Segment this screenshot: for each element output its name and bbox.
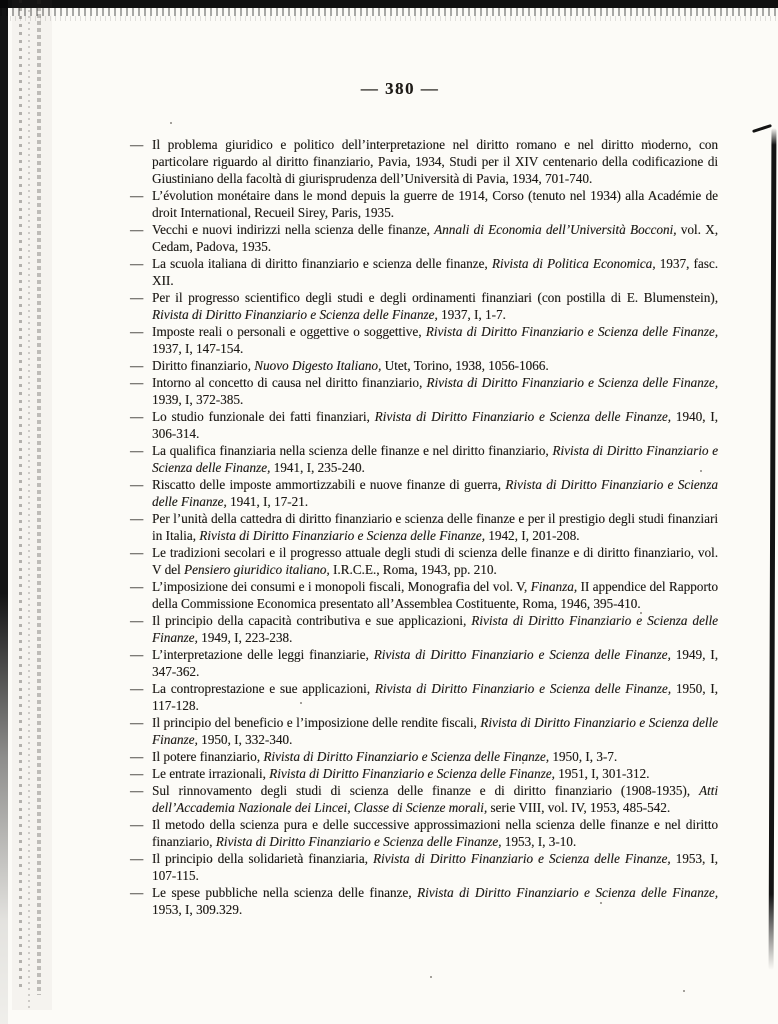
- entry-dash-marker: —: [130, 715, 144, 730]
- entry-dash-marker: —: [130, 222, 144, 237]
- entry-text: 1942, I, 201-208.: [484, 528, 580, 543]
- entry-text: Il potere finanziario,: [152, 749, 264, 764]
- entry-text: 1937, I, 147-154.: [152, 341, 244, 356]
- entry-text: Il principio del beneficio e l’imposizione delle rendite fiscali,: [152, 715, 481, 730]
- bibliography-entry: [130, 544, 718, 578]
- entry-text: Imposte reali o personali e oggettive o soggettive,: [152, 324, 426, 339]
- entry-dash-marker: —: [130, 783, 144, 798]
- work-title: Rivista di Diritto Finanziario e Scienza delle Finanze,: [426, 375, 719, 390]
- entry-text: 1941, I, 17-21.: [226, 494, 309, 509]
- entry-text: Il principio della capacità contributiva e sue applicazioni,: [152, 613, 472, 628]
- entry-text: Lo studio funzionale dei fatti finanziari,: [152, 409, 375, 424]
- bibliography-entry: [130, 578, 718, 612]
- bibliography-entry: [130, 221, 718, 255]
- entry-text: 1937, fasc. XII.: [152, 256, 718, 288]
- entry-dash-marker: —: [130, 511, 144, 526]
- work-title: Rivista di Diritto Finanziario e Scienza delle Finanze,: [152, 477, 718, 509]
- entry-text: 1953, I, 309.329.: [152, 902, 243, 917]
- bibliography-list: [130, 136, 718, 918]
- work-title: Rivista di Diritto Finanziario e Scienza delle Finanze,: [269, 766, 555, 781]
- entry-text: 1939, I, 372-385.: [152, 392, 244, 407]
- entry-dash-marker: —: [130, 749, 144, 764]
- entry-text: Il problema giuridico e politico dell’interpretazione nel diritto romano e nel diritto moderno, con particolare riguardo al diritto finanziario, Pavia, 1934, Studi per il XIV centenario della codificazione di Giustiniano della facoltà di giurisprudenza dell’Università di Pavia, 1934, 701-740.: [152, 137, 718, 186]
- work-title: Rivista di Diritto Finanziario e Scienza delle Finanze,: [199, 528, 485, 543]
- scan-speckle-stripe: [28, 10, 30, 1010]
- bibliography-entry: [130, 408, 718, 442]
- entry-dash-marker: —: [130, 256, 144, 271]
- bibliography-entry: [130, 476, 718, 510]
- scan-noise-dot: [430, 976, 432, 978]
- entry-text: La scuola italiana di diritto finanziario e scienza delle finanze,: [152, 256, 492, 271]
- entry-dash-marker: —: [130, 477, 144, 492]
- entry-text: Sul rinnovamento degli studi di scienza delle finanze e di diritto finanziario (1908-1935),: [152, 783, 699, 798]
- bibliography-entry: [130, 187, 718, 221]
- entry-text: L’évolution monétaire dans le mond depuis la guerre de 1914, Corso (tenuto nel 1934) alla Académie de droit International, Recueil Sirey, Paris, 1935.: [152, 188, 718, 220]
- bibliography-entry: [130, 850, 718, 884]
- bibliography-entry: [130, 612, 718, 646]
- entry-dash-marker: —: [130, 885, 144, 900]
- entry-dash-marker: —: [130, 324, 144, 339]
- bibliography-entry: [130, 816, 718, 850]
- work-title: Rivista di Diritto Finanziario e Scienza delle Finanze,: [372, 851, 671, 866]
- entry-dash-marker: —: [130, 766, 144, 781]
- scan-haze-left: [12, 0, 52, 1010]
- entry-text: L’imposizione dei consumi e i monopoli fiscali, Monografia del vol. V,: [152, 579, 531, 594]
- bibliography-entry: [130, 255, 718, 289]
- entry-dash-marker: —: [130, 817, 144, 832]
- entry-text: La qualifica finanziaria nella scienza delle finanze e nel diritto finanziario,: [152, 443, 553, 458]
- entry-text: II appendice del Rapporto della Commissione Economica presentato all’Assemblea Costituente, Roma, 1946, 395-410.: [152, 579, 718, 611]
- entry-text: I.R.C.E., Roma, 1943, pp. 210.: [329, 562, 497, 577]
- work-title: Nuovo Digesto Italiano,: [254, 358, 382, 373]
- work-title: Rivista di Diritto Finanziario e Scienza delle Finanze,: [417, 885, 718, 900]
- bibliography-entry: [130, 374, 718, 408]
- entry-text: Intorno al concetto di causa nel diritto finanziario,: [152, 375, 427, 390]
- entry-dash-marker: —: [130, 545, 144, 560]
- entry-text: L’interpretazione delle leggi finanziarie,: [152, 647, 374, 662]
- scan-edge-top: [0, 0, 778, 8]
- work-title: Finanza,: [530, 579, 578, 594]
- work-title: Rivista di Diritto Finanziario e Scienza delle Finanze,: [374, 409, 671, 424]
- entry-dash-marker: —: [130, 851, 144, 866]
- scan-speckle-top: [0, 8, 778, 16]
- work-title: Annali di Economia dell’Università Bocconi,: [434, 222, 677, 237]
- page-header: [110, 79, 690, 99]
- scan-binding-left: [0, 0, 8, 1024]
- bibliography-entry: [130, 646, 718, 680]
- scan-noise-dot: [683, 990, 685, 992]
- bibliography-entry: [130, 884, 718, 918]
- entry-text: 1940, I, 306-314.: [152, 409, 718, 441]
- bibliography-entry: [130, 748, 718, 765]
- scan-speckle-stripe: [37, 0, 41, 995]
- entry-dash-marker: —: [130, 647, 144, 662]
- scan-page-edge-hook: [752, 124, 772, 133]
- entry-dash-marker: —: [130, 290, 144, 305]
- bibliography-entry: [130, 680, 718, 714]
- entry-text: Riscatto delle imposte ammortizzabili e nuove finanze di guerra,: [152, 477, 506, 492]
- work-title: Pensiero giuridico italiano,: [184, 562, 330, 577]
- work-title: Atti dell’Accademia Nazionale dei Lincei, Classe di Scienze morali,: [152, 783, 718, 815]
- entry-text: La controprestazione e sue applicazioni,: [152, 681, 375, 696]
- entry-dash-marker: —: [130, 681, 144, 696]
- page-number: — 380 —: [360, 79, 440, 98]
- entry-dash-marker: —: [130, 188, 144, 203]
- entry-text: 1950, I, 332-340.: [197, 732, 293, 747]
- entry-text: 1951, I, 301-312.: [554, 766, 650, 781]
- entry-text: vol. X, Cedam, Padova, 1935.: [152, 222, 718, 254]
- bibliography-entry: [130, 357, 718, 374]
- scan-speckle-top-faint: [0, 16, 778, 21]
- entry-text: Per l’unità della cattedra di diritto finanziario e scienza delle finanze e per il prestigio degli studi finanziari in Italia,: [152, 511, 718, 543]
- entry-text: Vecchi e nuovi indirizzi nella scienza delle finanze,: [152, 222, 435, 237]
- entry-text: 1941, I, 235-240.: [270, 460, 365, 475]
- bibliography-entry: [130, 136, 718, 187]
- bibliography-entry: [130, 323, 718, 357]
- entry-text: serie VIII, vol. IV, 1953, 485-542.: [487, 800, 671, 815]
- entry-text: Le tradizioni secolari e il progresso attuale degli studi di scienza delle finanze e di diritto finanziario, vol. V del: [152, 545, 718, 577]
- work-title: Rivista di Diritto Finanziario e Scienza delle Finanze,: [215, 834, 502, 849]
- scan-page-edge-right: [769, 128, 777, 970]
- scan-speckle-stripe: [19, 0, 22, 990]
- entry-dash-marker: —: [130, 137, 144, 152]
- work-title: Rivista di Diritto Finanziario e Scienza delle Finanze,: [152, 715, 718, 747]
- work-title: Rivista di Diritto Finanziario e Scienza delle Finanze,: [373, 647, 671, 662]
- bibliography-entry: [130, 289, 718, 323]
- entry-text: 1953, I, 107-115.: [152, 851, 718, 883]
- bibliography-entry: [130, 714, 718, 748]
- bibliography-entry: [130, 782, 718, 816]
- entry-text: Il principio della solidarietà finanziaria,: [152, 851, 373, 866]
- entry-text: Diritto finanziario,: [152, 358, 255, 373]
- work-title: Rivista di Diritto Finanziario e Scienza delle Finanze,: [263, 749, 550, 764]
- work-title: Rivista di Diritto Finanziario e Scienza delle Finanze,: [374, 681, 672, 696]
- work-title: Rivista di Diritto Finanziario e Scienza delle Finanze,: [152, 307, 438, 322]
- entry-text: Utet, Torino, 1938, 1056-1066.: [381, 358, 549, 373]
- work-title: Rivista di Diritto Finanziario e Scienza delle Finanze,: [152, 613, 718, 645]
- entry-text: 1950, I, 3-7.: [549, 749, 618, 764]
- bibliography-entry: [130, 442, 718, 476]
- scan-noise-dot: [170, 122, 172, 124]
- entry-dash-marker: —: [130, 443, 144, 458]
- entry-text: Per il progresso scientifico degli studi e degli ordinamenti finanziari (con postilla di E. Blumenstein),: [152, 290, 718, 305]
- bibliography-entry: [130, 510, 718, 544]
- work-title: Rivista di Diritto Finanziario e Scienza delle Finanze,: [152, 443, 718, 475]
- entry-text: Il metodo della scienza pura e delle successive approssimazioni nella scienza delle finanze e nel diritto finanziario,: [152, 817, 718, 849]
- work-title: Rivista di Diritto Finanziario e Scienza delle Finanze,: [425, 324, 718, 339]
- entry-text: Le entrate irrazionali,: [152, 766, 270, 781]
- entry-dash-marker: —: [130, 579, 144, 594]
- entry-text: 1949, I, 223-238.: [197, 630, 293, 645]
- entry-dash-marker: —: [130, 358, 144, 373]
- work-title: Rivista di Politica Economica,: [491, 256, 656, 271]
- entry-dash-marker: —: [130, 375, 144, 390]
- entry-text: Le spese pubbliche nella scienza delle finanze,: [152, 885, 418, 900]
- entry-text: 1950, I, 117-128.: [152, 681, 718, 713]
- entry-dash-marker: —: [130, 613, 144, 628]
- entry-text: 1953, I, 3-10.: [501, 834, 577, 849]
- bibliography-entry: [130, 765, 718, 782]
- entry-text: 1949, I, 347-362.: [152, 647, 718, 679]
- entry-dash-marker: —: [130, 409, 144, 424]
- entry-text: 1937, I, 1-7.: [437, 307, 506, 322]
